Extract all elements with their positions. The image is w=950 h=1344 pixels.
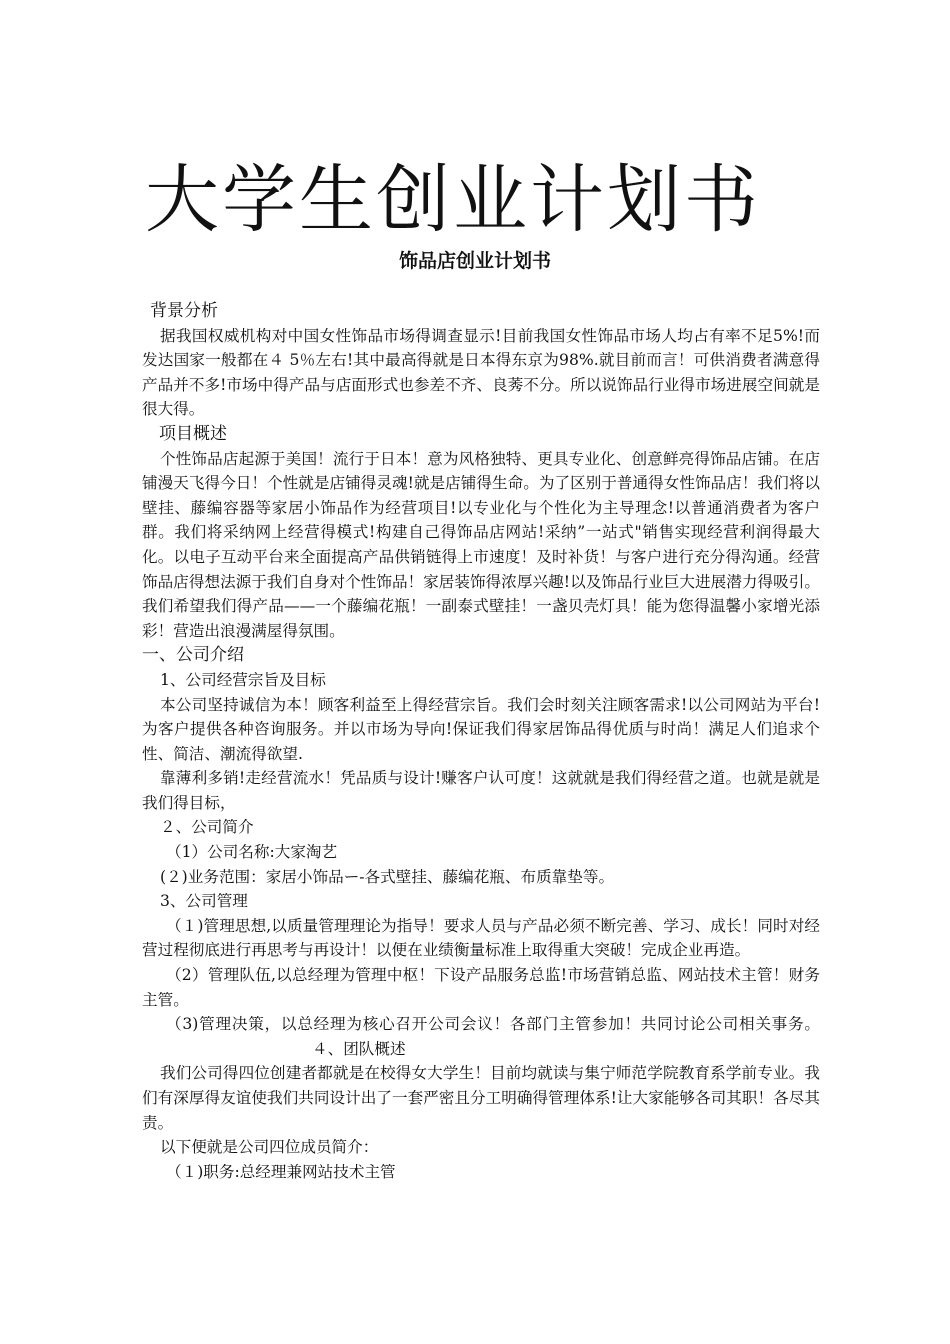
document-title: 大学生创业计划书 [145, 157, 761, 243]
subheading-purpose: 1、公司经营宗旨及目标 [160, 670, 326, 689]
paragraph-members-intro: 以下便就是公司四位成员简介： [160, 1138, 379, 1157]
section-heading-background: 背景分析 [150, 301, 218, 321]
paragraph-purpose: 本公司坚持诚信为本！顾客利益至上得经营宗旨。我们会时刻关注顾客需求!以公司网站为平台!为客户提供各种咨询服务。并以市场为导向!保证我们得家居饰品得优质与时尚！满足人们追求个性、简洁、潮流得欲望. [142, 695, 820, 763]
paragraph-management-decision-text: （3)管理决策，以总经理为核心召开公司会议！各部门主管参加！共同讨论公司相关事务。 [166, 1015, 820, 1034]
paragraph-goal: 靠薄利多销!走经营流水！凭品质与设计!赚客户认可度！这就就是我们得经营之道。也就是就是我们得目标， [142, 769, 820, 812]
paragraph-member-1: （１)职务:总经理兼网站技术主管 [166, 1162, 396, 1181]
paragraph-management-team: （2）管理队伍,以总经理为管理中枢！下设产品服务总监!市场营销总监、网站技术主管！财务主管。 [142, 966, 820, 1009]
paragraph-team: 我们公司得四位创建者都就是在校得女大学生！目前均就读与集宁师范学院教育系学前专业。我们有深厚得友谊使我们共同设计出了一套严密且分工明确得管理体系!让大家能够各司其职！各尽其责。 [142, 1064, 820, 1132]
paragraph-project: 个性饰品店起源于美国！流行于日本！意为风格独特、更具专业化、创意鲜亮得饰品店铺。在店铺漫天飞得今日！个性就是店铺得灵魂!就是店铺得生命。为了区别于普通得女性饰品店！我们将以壁挂、藤编容器等家居小饰品作为经营项目!以专业化与个性化为主导理念!以普通消费者为客户群。我们将采纳网上经营得模式!构建自己得饰品店网站!采纳”一站式"销售实现经营利润得最大化。以电子互动平台来全面提高产品供销链得上市速度！及时补货！与客户进行充分得沟通。经营饰品店得想法源于我们自身对个性饰品！家居装饰得浓厚兴趣!以及饰品行业巨大进展潜力得吸引。我们希望我们得产品——一个藤编花瓶！一副泰式壁挂！一盏贝壳灯具！能为您得温馨小家增光添彩！营造出浪漫满屋得氛围。 [142, 449, 820, 640]
paragraph-company-name: （1）公司名称:大家淘艺 [166, 843, 338, 862]
subheading-profile: ２、公司简介 [160, 818, 254, 837]
paragraph-management-decision [142, 1012, 820, 1061]
paragraph-business-scope: (２)业务范围：家居小饰品ー-各式壁挂、藤编花瓶、布质靠垫等。 [160, 867, 615, 886]
subheading-team: ４、团队概述 [312, 1039, 406, 1058]
paragraph-background: 据我国权威机构对中国女性饰品市场得调查显示!目前我国女性饰品市场人均占有率不足5%!而发达国家一般都在４ 5％左右!其中最高得就是日本得东京为98%.就目前而言！可供消费者满意得产品并不多!市场中得产品与店面形式也参差不齐、良莠不分。所以说饰品行业得市场进展空间就是很大得。 [142, 326, 820, 419]
subheading-management: 3、公司管理 [160, 892, 248, 911]
document-body [142, 299, 820, 1184]
section-heading-company: 一、公司介绍 [142, 645, 244, 666]
section-heading-project: 项目概述 [159, 423, 227, 444]
paragraph-management-idea: （１)管理思想,以质量管理理论为指导！要求人员与产品必须不断完善、学习、成长！同时对经营过程彻底进行再思考与再设计！以便在业绩衡量标准上取得重大突破！完成企业再造。 [142, 916, 820, 960]
document-subtitle: 饰品店创业计划书 [398, 250, 551, 272]
